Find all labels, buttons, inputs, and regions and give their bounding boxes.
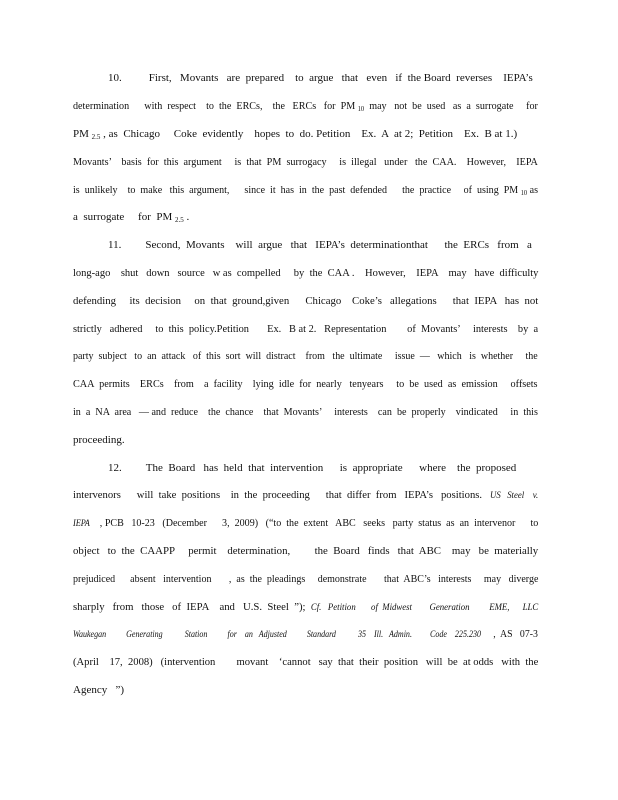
paragraph-11-line-4 bbox=[73, 319, 538, 339]
paragraph-10-line-1 bbox=[108, 68, 533, 88]
paragraph-11-line-8 bbox=[73, 430, 125, 450]
text-run: intervenors will take positions in the proceeding that differ from IEPA’s positions. bbox=[73, 489, 491, 501]
paragraph-10-line-3 bbox=[73, 124, 517, 144]
paragraph-10-line-2 bbox=[73, 96, 538, 116]
paragraph-12-line-1 bbox=[108, 458, 516, 478]
text-run: The Board has held that intervention is appropriate where the proposed bbox=[145, 462, 517, 474]
text-run: defending its decision on that ground,given Chicago Coke’s allegations that IEPA has not bbox=[73, 295, 539, 307]
text-run: proceeding. bbox=[73, 434, 125, 446]
text-run: object to the CAAPP permit determination, the Board finds that ABC may be materially bbox=[73, 545, 539, 557]
subscript: 2.5 bbox=[175, 216, 184, 224]
paragraph-11-line-5 bbox=[73, 346, 538, 366]
paragraph-12-line-3 bbox=[73, 513, 538, 533]
case-name-italic: Cf. Petition of Midwest Generation EME, LLC bbox=[310, 602, 539, 612]
text-run: Movants’ basis for this argument is that PM surrogacy is illegal under the CAA. However, IEPA bbox=[73, 156, 538, 168]
text-run: may not be used as a surrogate for bbox=[364, 100, 538, 112]
paragraph-number: 10. bbox=[108, 72, 122, 84]
text-run: , AS 07-3 bbox=[480, 628, 538, 640]
text-run: , as Chicago Coke evidently hopes to do. Petition Ex. A at 2; Petition Ex. B at 1.) bbox=[100, 128, 518, 140]
paragraph-number: 12. bbox=[108, 462, 122, 474]
text-run: a surrogate for PM bbox=[73, 211, 176, 223]
text-run: as bbox=[527, 184, 538, 196]
text-run: party subject to an attack of this sort will distract from the ultimate issue — which is whether the bbox=[73, 350, 538, 362]
paragraph-10-line-5 bbox=[73, 180, 538, 200]
paragraph-12-line-6 bbox=[73, 597, 538, 617]
paragraph-12-line-9 bbox=[73, 680, 124, 700]
text-run: long-ago shut down source w as compelled by the CAA . However, IEPA may have difficulty bbox=[73, 267, 539, 279]
paragraph-11-line-6 bbox=[73, 374, 538, 394]
text-run: is unlikely to make this argument, since it has in the past defended the practice of using PM bbox=[73, 184, 521, 196]
text-run: sharply from those of IEPA and U.S. Steel ”); bbox=[73, 601, 311, 613]
paragraph-12-line-7 bbox=[73, 624, 538, 644]
paragraph-12-line-8 bbox=[73, 652, 538, 672]
text-run: prejudiced absent intervention , as the pleadings demonstrate that ABC’s interests may diverge bbox=[73, 573, 539, 585]
paragraph-10-line-4 bbox=[73, 152, 538, 172]
text-run: Second, Movants will argue that IEPA’s determinationthat the ERCs from a bbox=[145, 239, 532, 251]
text-run: PM bbox=[73, 128, 92, 140]
paragraph-11-line-1 bbox=[108, 235, 532, 255]
text-run: . bbox=[183, 211, 190, 223]
subscript: 10 bbox=[357, 105, 365, 113]
text-run: in a NA area — and reduce the chance that Movants’ interests can be properly vindicated in this bbox=[73, 406, 538, 418]
paragraph-12-line-2 bbox=[73, 485, 538, 505]
subscript: 10 bbox=[520, 189, 528, 197]
text-run: First, Movants are prepared to argue that even if the Board reverses IEPA’s bbox=[148, 72, 533, 84]
text-run: , PCB 10-23 (December 3, 2009) (“to the extent ABC seeks party status as an intervenor to bbox=[89, 517, 539, 529]
paragraph-11-line-3 bbox=[73, 291, 538, 311]
text-run: CAA permits ERCs from a facility lying idle for nearly tenyears to be used as emission offsets bbox=[73, 378, 538, 390]
case-name-italic: Waukegan Generating Station for an Adjusted Standard 35 Ill. Admin. Code 225.230 bbox=[73, 629, 481, 639]
paragraph-11-line-7 bbox=[73, 402, 538, 422]
case-name-italic: IEPA bbox=[73, 518, 90, 528]
paragraph-10-line-6 bbox=[73, 207, 189, 227]
text-run: Agency ”) bbox=[73, 684, 125, 696]
paragraph-12-line-4 bbox=[73, 541, 538, 561]
subscript: 2.5 bbox=[91, 133, 101, 141]
text-run: strictly adhered to this policy.Petition Ex. B at 2. Representation of Movants’ interests by a bbox=[73, 323, 539, 335]
case-name-italic: US Steel v. bbox=[490, 490, 539, 500]
paragraph-11-line-2 bbox=[73, 263, 538, 283]
text-run: determination with respect to the ERCs, the ERCs for PM bbox=[73, 100, 358, 112]
paragraph-12-line-5 bbox=[73, 569, 538, 589]
paragraph-number: 11. bbox=[108, 239, 122, 251]
text-run: (April 17, 2008) (intervention movant ‘cannot say that their position will be at odds with the bbox=[73, 656, 539, 668]
